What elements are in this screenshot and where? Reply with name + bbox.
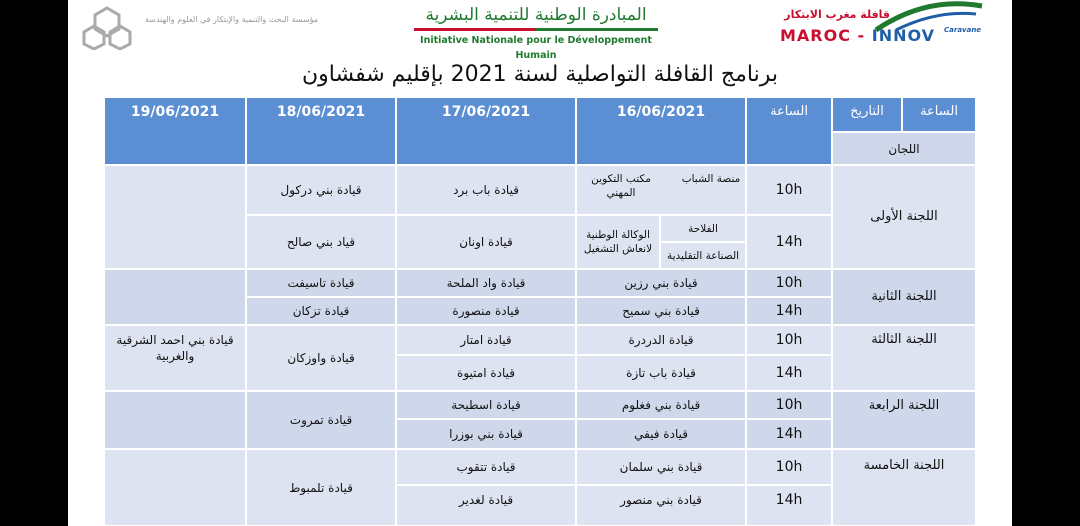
c5-d18: قيادة تلمبوط <box>246 449 396 526</box>
schedule-table <box>104 97 976 526</box>
c2-d18-10h: قيادة تاسيفت <box>246 269 396 297</box>
header-date-18: 18/06/2021 <box>246 97 396 165</box>
c5-d19 <box>104 449 246 526</box>
c1-d16-14h-agriculture: الفلاحة <box>660 215 746 242</box>
time-c3-14h: 14h <box>746 355 832 391</box>
c4-d19 <box>104 391 246 449</box>
c3-d16-14h: قيادة باب تازة <box>576 355 746 391</box>
time-c3-10h: 10h <box>746 325 832 355</box>
c4-d17-14h: قيادة بني بوزرا <box>396 419 576 449</box>
c3-d19: قيادة بني احمد الشرقية والغربية <box>104 325 246 391</box>
research-foundation-logo <box>82 4 322 50</box>
committee-1: اللجنة الأولى <box>832 165 976 269</box>
time-c4-14h: 14h <box>746 419 832 449</box>
page-title: برنامج القافلة التواصلية لسنة 2021 بإقليم شفشاون <box>302 62 778 87</box>
research-foundation-text: مؤسسة البحث والتنمية والإبتكار في العلوم والهندسة <box>144 15 318 24</box>
c1-d17-10h: قيادة باب برد <box>396 165 576 215</box>
c3-d16-10h: قيادة الدردرة <box>576 325 746 355</box>
indh-arabic-name: المبادرة الوطنية للتنمية البشرية <box>425 5 647 25</box>
c1-d17-14h: قيادة اونان <box>396 215 576 269</box>
c4-d17-10h: قيادة اسطيحة <box>396 391 576 419</box>
c1-d16-10h-youth-platform: منصة الشباب <box>681 173 741 185</box>
c2-d18-14h: قيادة تزكان <box>246 297 396 325</box>
header-date: التاريخ <box>832 97 902 132</box>
maroc-innov-wordmark <box>780 26 935 45</box>
maroc-innov-arabic: قافلة مغرب الابتكار <box>784 8 890 21</box>
hexagon-logo-icon <box>82 4 132 50</box>
c5-d17-10h: قيادة تتقوب <box>396 449 576 485</box>
committee-2: اللجنة الثانية <box>832 269 976 325</box>
c1-d16-10h-vocational-office: مكتب التكوين المهني <box>591 173 651 199</box>
c1-d19 <box>104 165 246 269</box>
c1-d18-10h: قيادة بني دركول <box>246 165 396 215</box>
time-c2-10h: 10h <box>746 269 832 297</box>
c1-d18-14h: قياد بني صالح <box>246 215 396 269</box>
committee-4: اللجنة الرابعة <box>832 391 976 449</box>
c3-d17-14h: قيادة امتيوة <box>396 355 576 391</box>
c4-d16-10h: قيادة بني فغلوم <box>576 391 746 419</box>
header-committees: اللجان <box>832 132 976 165</box>
header-time: الساعة <box>746 97 832 165</box>
c2-d17-14h: قيادة منصورة <box>396 297 576 325</box>
header-date-19: 19/06/2021 <box>104 97 246 165</box>
left-black-border <box>0 0 68 526</box>
time-c1-14h: 14h <box>746 215 832 269</box>
c2-d16-14h: قيادة بني سميح <box>576 297 746 325</box>
c5-d16-10h: قيادة بني سلمان <box>576 449 746 485</box>
c5-d17-14h: قيادة لغدير <box>396 485 576 526</box>
c5-d16-14h: قيادة بني منصور <box>576 485 746 526</box>
committee-3: اللجنة الثالثة <box>832 325 976 391</box>
document-page <box>68 0 1012 526</box>
header-date-17: 17/06/2021 <box>396 97 576 165</box>
time-c5-10h: 10h <box>746 449 832 485</box>
time-c2-14h: 14h <box>746 297 832 325</box>
c4-d16-14h: قيادة فيفي <box>576 419 746 449</box>
brand-caravane: Caravane <box>944 26 982 34</box>
c1-d16-10h <box>576 165 746 215</box>
header-date-16: 16/06/2021 <box>576 97 746 165</box>
c3-d18: قيادة واوزكان <box>246 325 396 391</box>
brand-innov: INNOV <box>871 26 936 45</box>
indh-flag-bar <box>414 28 658 31</box>
time-c5-14h: 14h <box>746 485 832 526</box>
c2-d17-10h: قيادة واد الملحة <box>396 269 576 297</box>
header-hour: الساعة <box>902 97 976 132</box>
time-c1-10h: 10h <box>746 165 832 215</box>
c4-d18: قيادة تمروت <box>246 391 396 449</box>
c2-d19 <box>104 269 246 325</box>
c1-d16-14h-handicraft: الصناعة التقليدية <box>660 242 746 269</box>
indh-french-name: Initiative Nationale pour le Développement Humain <box>420 35 652 61</box>
c2-d16-10h: قيادة بني رزين <box>576 269 746 297</box>
c1-d16-14h-employment-agency: الوكالة الوطنية لانعاش التشغيل <box>576 215 660 269</box>
right-black-border <box>1012 0 1080 526</box>
brand-maroc: MAROC - <box>780 26 866 45</box>
c3-d17-10h: قيادة امتار <box>396 325 576 355</box>
indh-logo <box>400 2 672 61</box>
committee-5: اللجنة الخامسة <box>832 449 976 526</box>
time-c4-10h: 10h <box>746 391 832 419</box>
maroc-innov-logo <box>776 0 1002 52</box>
